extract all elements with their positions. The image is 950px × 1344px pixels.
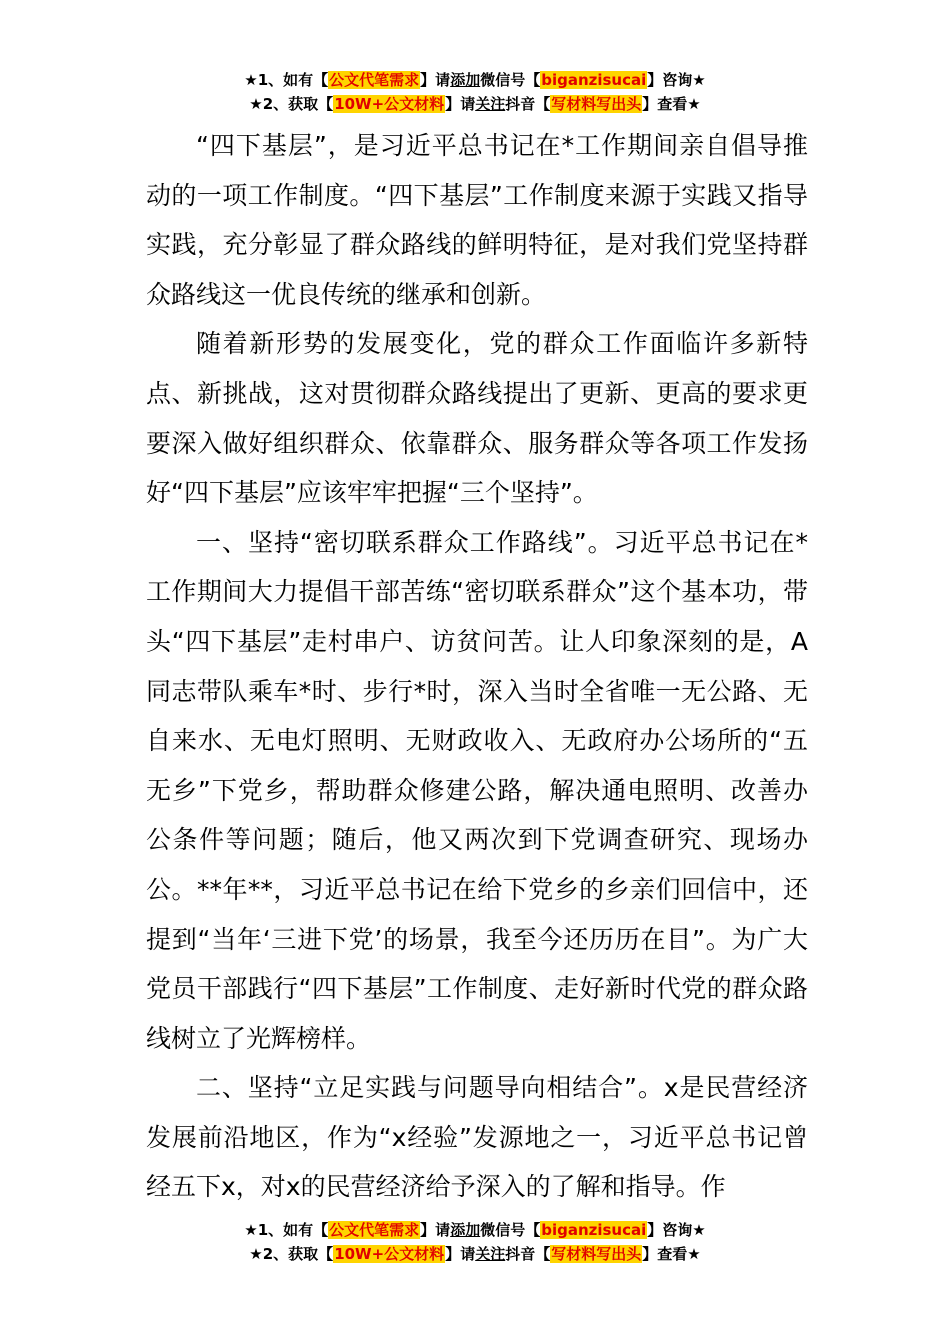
banner-highlight: 10W+公文材料: [334, 1245, 445, 1263]
banner-highlight: 公文代笔需求: [329, 1221, 420, 1239]
banner-underline: 关注: [475, 95, 506, 113]
banner-text: 】请: [445, 1245, 476, 1263]
paragraph-2: 随着新形势的发展变化，党的群众工作面临许多新特点、新挑战，这对贯彻群众路线提出了更新、更高的要求更要深入做好组织群众、依靠群众、服务群众等各项工作发扬好“四下基层”应该牢牢把握“三个坚持”。: [146, 329, 808, 508]
banner-text: 抖音【: [505, 95, 551, 113]
banner-line-2: [0, 92, 950, 116]
document-body: [146, 121, 808, 1212]
banner-text: ★2、获取【: [249, 95, 334, 113]
banner-highlight: 写材料写出头: [551, 95, 642, 113]
banner-text: 抖音【: [505, 1245, 551, 1263]
paragraph-3: 一、坚持“密切联系群众工作路线”。习近平总书记在*工作期间大力提倡干部苦练“密切联系群众”这个基本功，带头“四下基层”走村串户、访贫问苦。让人印象深刻的是，A同志带队乘车*时、步行*时，深入当时全省唯一无公路、无自来水、无电灯照明、无财政收入、无政府办公场所的“五无乡”下党乡，帮助群众修建公路，解决通电照明、改善办公条件等问题；随后，他又两次到下党调查研究、现场办公。**年**，习近平总书记在给下党乡的乡亲们回信中，还提到“当年‘三进下党’的场景，我至今还历历在目”。为广大党员干部践行“四下基层”工作制度、走好新时代党的群众路线树立了光辉榜样。: [146, 527, 808, 1053]
banner-text: ★2、获取【: [249, 1245, 334, 1263]
paragraph-4: 二、坚持“立足实践与问题导向相结合”。x是民营经济发展前沿地区，作为“x经验”发源地之一，习近平总书记曾经五下x，对x的民营经济给予深入的了解和指导。作: [146, 1073, 808, 1202]
banner-text: 】查看★: [642, 1245, 701, 1263]
banner-line-2: [0, 1242, 950, 1266]
paragraph-1: “四下基层”，是习近平总书记在*工作期间亲自倡导推动的一项工作制度。“四下基层”工作制度来源于实践又指导实践，充分彰显了群众路线的鲜明特征，是对我们党坚持群众路线这一优良传统的继承和创新。: [146, 131, 808, 309]
header-banner: [0, 68, 950, 116]
banner-text: 】请: [420, 1221, 451, 1239]
banner-highlight: 10W+公文材料: [334, 95, 445, 113]
banner-line-1: [0, 1218, 950, 1242]
banner-line-1: [0, 68, 950, 92]
banner-underline: 关注: [475, 1245, 506, 1263]
footer-banner: [0, 1218, 950, 1266]
banner-text: 】请: [420, 71, 451, 89]
banner-highlight: biganzisucai: [541, 71, 647, 89]
banner-highlight: 写材料写出头: [551, 1245, 642, 1263]
banner-text: 】咨询★: [647, 1221, 706, 1239]
banner-text: 微信号【: [480, 1221, 541, 1239]
banner-text: 】请: [445, 95, 476, 113]
banner-text: 】咨询★: [647, 71, 706, 89]
banner-text: ★1、如有【: [244, 71, 329, 89]
banner-highlight: 公文代笔需求: [329, 71, 420, 89]
banner-underline: 添加: [450, 1221, 481, 1239]
banner-text: 微信号【: [480, 71, 541, 89]
banner-highlight: biganzisucai: [541, 1221, 647, 1239]
banner-text: ★1、如有【: [244, 1221, 329, 1239]
banner-text: 】查看★: [642, 95, 701, 113]
banner-underline: 添加: [450, 71, 481, 89]
